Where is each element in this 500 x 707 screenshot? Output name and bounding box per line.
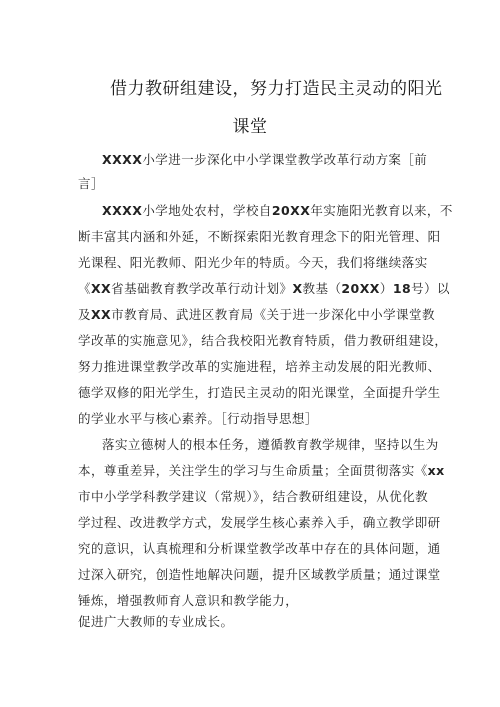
province-code: XX xyxy=(90,281,112,296)
para1-text: 教基（ xyxy=(302,281,342,296)
preface-line-1 xyxy=(102,152,427,168)
para1-line-1 xyxy=(102,203,453,219)
school-code: XXXX xyxy=(102,203,143,218)
para2-line-5: 究的意识，认真梳理和分析课堂教学改革中存在的具体问题，通 xyxy=(78,541,441,556)
para1-text: 年实施阳光教育以来，不 xyxy=(310,203,453,218)
para1-text: 省基础教育教学改革行动计划》 xyxy=(111,281,293,296)
para1-text: 号）以 xyxy=(411,281,450,296)
para1-text: 及 xyxy=(78,307,91,322)
para2-line-8: 促进广大教师的专业成长。 xyxy=(78,614,234,629)
para1-line-6: 学改革的实施意见》，结合我校阳光教育特质，借力教研组建设， xyxy=(78,333,448,348)
doc-code: X xyxy=(292,281,303,296)
para1-text: 市教育局、武进区教育局《关于进一步深化中小学课堂教 xyxy=(111,307,435,322)
para2-line-7: 锤炼，增强教师育人意识和教学能力， xyxy=(78,593,299,608)
para1-line-9: 的学业水平与核心素养。［行动指导思想］ xyxy=(78,411,318,426)
city-code: XX xyxy=(90,307,112,322)
para2-line-2 xyxy=(78,463,445,479)
para1-line-4 xyxy=(78,281,450,297)
document-title-line-2: 课堂 xyxy=(232,117,268,137)
para1-line-2: 断丰富其内涵和外延，不断探索阳光教育理念下的阳光管理、阳 xyxy=(78,229,441,244)
para2-text: 本，尊重差异，关注学生的学习与生命质量；全面贯彻落实《 xyxy=(78,463,428,478)
year-code: 20XX xyxy=(341,281,380,296)
para1-line-8: 德学双修的阳光学生，打造民主灵动的阳光课堂，全面提升学生 xyxy=(78,385,441,400)
preface-text: 小学进一步深化中小学课堂教学改革行动方案［前 xyxy=(142,152,428,167)
year-code: 20XX xyxy=(271,203,311,218)
document-title-line-1: 借力教研组建设，努力打造民主灵动的阳光 xyxy=(110,79,443,99)
city-code: xx xyxy=(427,463,445,478)
para2-line-6: 过深入研究，创造性地解决问题，提升区域教学质量；通过课堂 xyxy=(78,567,441,582)
school-code: XXXX xyxy=(102,152,143,167)
para2-line-3: 市中小学学科教学建议（常规）》，结合教研组建设，从优化教 xyxy=(78,489,429,504)
para1-line-7: 努力推进课堂教学改革的实施进程，培养主动发展的阳光教师、 xyxy=(78,359,441,374)
para1-text: 《 xyxy=(78,281,91,296)
preface-line-2: 言］ xyxy=(78,176,104,191)
para1-line-5 xyxy=(78,307,435,323)
para2-line-4: 学过程、改进教学方式，发展学生核心素养入手，确立教学即研 xyxy=(78,515,441,530)
para1-text: 小学地处农村，学校自 xyxy=(142,203,272,218)
para1-line-3: 光课程、阳光教师、阳光少年的特质。今天，我们将继续落实 xyxy=(78,255,428,270)
para1-text: ） xyxy=(379,281,393,296)
doc-number: 18 xyxy=(392,281,412,296)
para2-line-1: 落实立德树人的根本任务，遵循教育教学规律，坚持以生为 xyxy=(102,437,439,452)
